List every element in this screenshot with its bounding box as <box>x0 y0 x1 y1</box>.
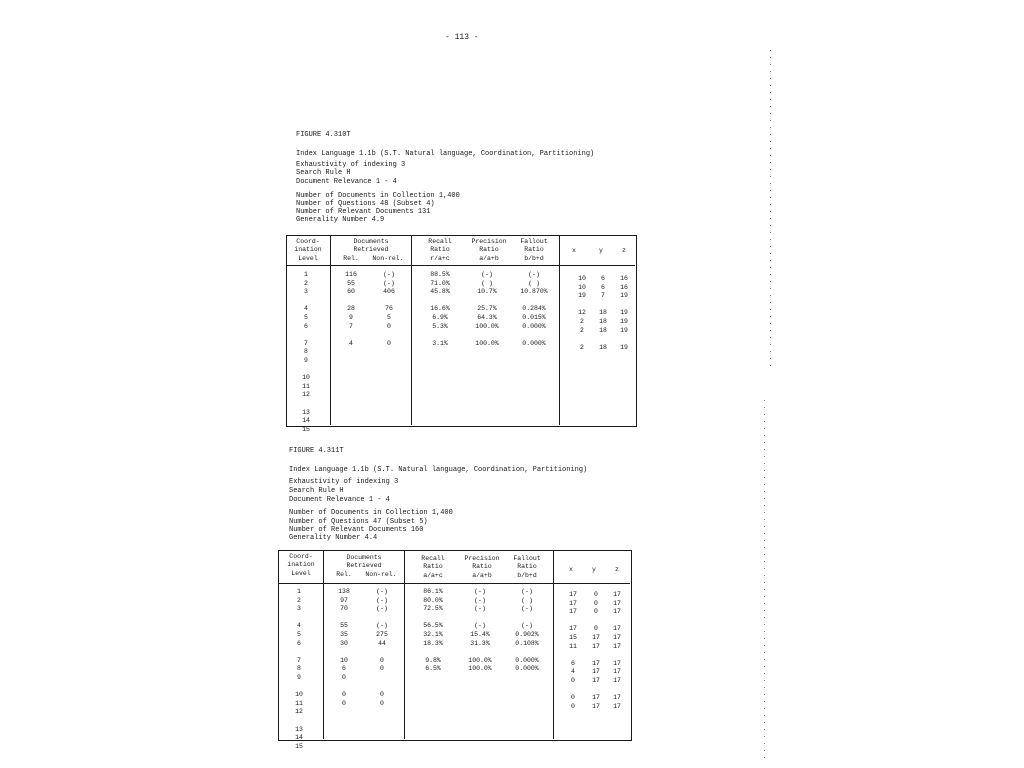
column-y: 6 6 7 18 18 18 18 <box>599 275 607 351</box>
header-rel: Rel. <box>336 571 352 578</box>
generality-number: Generality Number 4.4 <box>289 534 378 542</box>
column-recall: 86.1% 80.0% 72.5% 56.5% 32.1% 18.3% 9.8% 6.5% <box>423 588 443 673</box>
header-x: x <box>569 566 573 573</box>
search-rule: Search Rule H <box>296 169 351 177</box>
column-fallout: (-) ( ) (-) (-) 0.902% 0.108% 0.000% 0.000% <box>515 588 539 673</box>
generality-number: Generality Number 4.9 <box>296 216 385 224</box>
header-precision: Precision Ratio a/a+b <box>464 555 500 579</box>
header-x: x <box>572 247 576 254</box>
column-z: 17 17 17 17 17 17 17 17 17 17 17 <box>613 591 621 710</box>
column-x: 17 17 17 17 15 11 6 4 0 0 0 <box>569 591 577 710</box>
document-relevance: Document Relevance 1 - 4 <box>289 496 390 504</box>
num-documents: Number of Documents in Collection 1,400 <box>296 192 460 200</box>
header-nonrel: Non-rel. <box>372 255 404 262</box>
index-language: Index Language 1.1b (S.T. Natural language, Coordination, Partitioning) <box>289 466 588 474</box>
header-fallout: Fallout Ratio b/b+d <box>520 238 548 262</box>
num-relevant: Number of Relevant Documents 131 <box>296 208 431 216</box>
figure-title: FIGURE 4.310T <box>296 131 351 139</box>
header-recall: Recall Ratio r/a+c <box>428 238 452 262</box>
header-precision: Precision Ratio a/a+b <box>471 238 507 262</box>
figure-title: FIGURE 4.311T <box>289 447 344 455</box>
scan-speckle-lower <box>764 400 765 760</box>
header-documents-retrieved: Documents Retrieved <box>353 238 389 254</box>
index-language: Index Language 1.1b (S.T. Natural language, Coordination, Partitioning) <box>296 150 595 158</box>
column-fallout: (-) ( ) 10.870% 0.284% 0.015% 0.000% 0.000% <box>520 271 548 347</box>
header-coordination-level: Coord- ination Level <box>287 553 315 577</box>
column-precision: (-) ( ) 10.7% 25.7% 64.3% 100.0% 100.0% <box>475 271 499 347</box>
header-y: y <box>599 247 603 254</box>
column-nonrel: (-) (-) 406 76 5 0 0 <box>383 271 395 347</box>
num-relevant: Number of Relevant Documents 160 <box>289 526 424 534</box>
header-nonrel: Non-rel. <box>365 571 397 578</box>
header-y: y <box>592 566 596 573</box>
num-questions: Number of Questions 48 (Subset 4) <box>296 200 435 208</box>
figure-4-311t <box>287 447 634 750</box>
column-y: 0 0 0 0 17 17 17 17 17 17 17 <box>592 591 600 710</box>
num-documents: Number of Documents in Collection 1,400 <box>289 509 453 517</box>
search-rule: Search Rule H <box>289 487 344 495</box>
num-questions: Number of Questions 47 (Subset 5) <box>289 518 428 526</box>
column-levels: 1 2 3 4 5 6 7 8 9 10 11 12 13 14 15 <box>302 271 310 433</box>
header-fallout: Fallout Ratio b/b+d <box>513 555 541 579</box>
column-nonrel: (-) (-) (-) (-) 275 44 0 0 0 0 <box>376 588 388 707</box>
header-z: z <box>622 247 626 254</box>
column-z: 16 16 19 19 19 19 19 <box>620 275 628 351</box>
column-rel: 116 55 60 28 9 7 4 <box>345 271 357 347</box>
header-z: z <box>615 566 619 573</box>
header-recall: Recall Ratio a/a+c <box>421 555 445 579</box>
exhaustivity: Exhaustivity of indexing 3 <box>289 478 399 486</box>
column-rel: 138 97 70 55 35 30 10 6 0 0 0 <box>338 588 350 707</box>
header-coordination-level: Coord- ination Level <box>294 238 322 262</box>
figure-4-310t <box>296 131 641 431</box>
column-x: 10 10 19 12 2 2 2 <box>578 275 586 351</box>
scan-speckle-upper <box>770 50 771 370</box>
column-levels: 1 2 3 4 5 6 7 8 9 10 11 12 13 14 15 <box>295 588 303 750</box>
header-documents-retrieved: Documents Retrieved <box>346 554 382 570</box>
exhaustivity: Exhaustivity of indexing 3 <box>296 161 406 169</box>
page-number: - 113 - <box>445 33 479 42</box>
document-relevance: Document Relevance 1 - 4 <box>296 178 397 186</box>
column-precision: (-) (-) (-) (-) 15.4% 31.3% 100.0% 100.0% <box>468 588 492 673</box>
column-recall: 88.5% 71.0% 45.8% 16.6% 6.9% 5.3% 3.1% <box>430 271 450 347</box>
header-rel: Rel. <box>343 255 359 262</box>
